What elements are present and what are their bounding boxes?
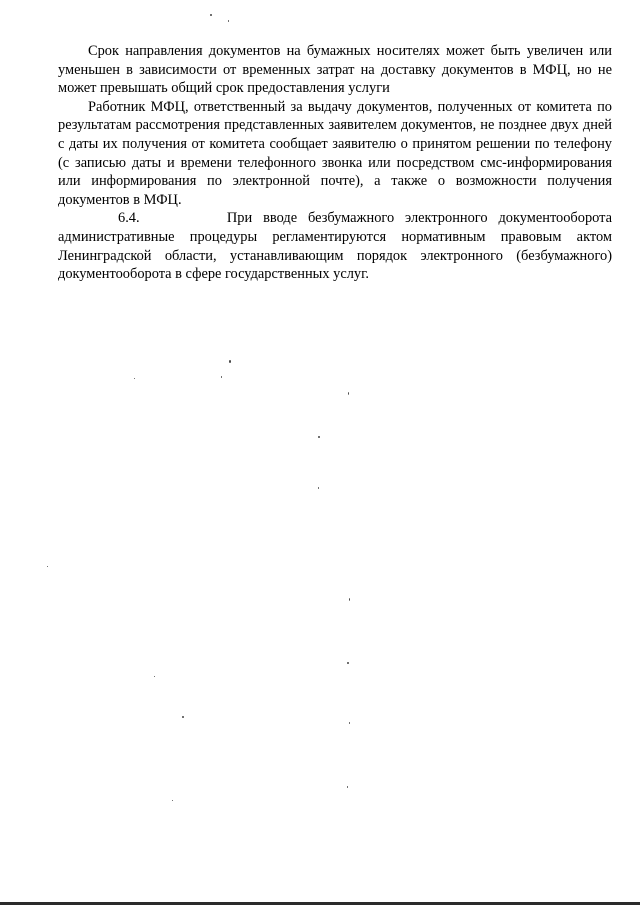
scan-speck	[347, 662, 349, 664]
document-body	[58, 42, 612, 284]
paragraph-mfc-notification: Работник МФЦ, ответственный за выдачу документов, полученных от комитета по результатам рассмотрения представленных заявителем документов, не позднее двух дней с даты их получения от комитета сообщает заявителю о принятом решении по телефону (с записью даты и времени телефонного звонка или посредством смс-информирования или информирования по электронной почте), а также о возможности получения документов в МФЦ.	[58, 98, 612, 208]
section-number: 6.4.	[118, 210, 140, 227]
scan-speck	[134, 378, 135, 379]
scan-speck	[221, 376, 222, 378]
scan-speck	[349, 722, 350, 724]
scan-speck	[47, 566, 48, 567]
scan-speck	[172, 800, 173, 801]
scan-speck	[154, 676, 155, 677]
scan-speck	[347, 786, 348, 788]
scan-speck	[318, 436, 320, 438]
scan-speck	[228, 20, 229, 22]
section-text: При вводе безбумажного электронного документооборота административные процедуры регламентируются нормативным правовым актом Ленинградской области, устанавливающим порядок электронного (безбумажного) документооборота в сфере государственных услуг.	[58, 210, 613, 283]
scan-speck	[349, 598, 350, 601]
scan-speck	[182, 716, 184, 718]
paragraph-submission-deadline: Срок направления документов на бумажных носителях может быть увеличен или уменьшен в зависимости от временных затрат на доставку документов в МФЦ, но не может превышать общий срок предоставления услуги	[58, 43, 612, 97]
scan-speck	[348, 392, 349, 395]
scan-speck	[229, 360, 231, 363]
paragraph-section-6-4	[58, 209, 612, 283]
scan-speck	[318, 487, 319, 489]
scan-speck	[210, 14, 212, 16]
